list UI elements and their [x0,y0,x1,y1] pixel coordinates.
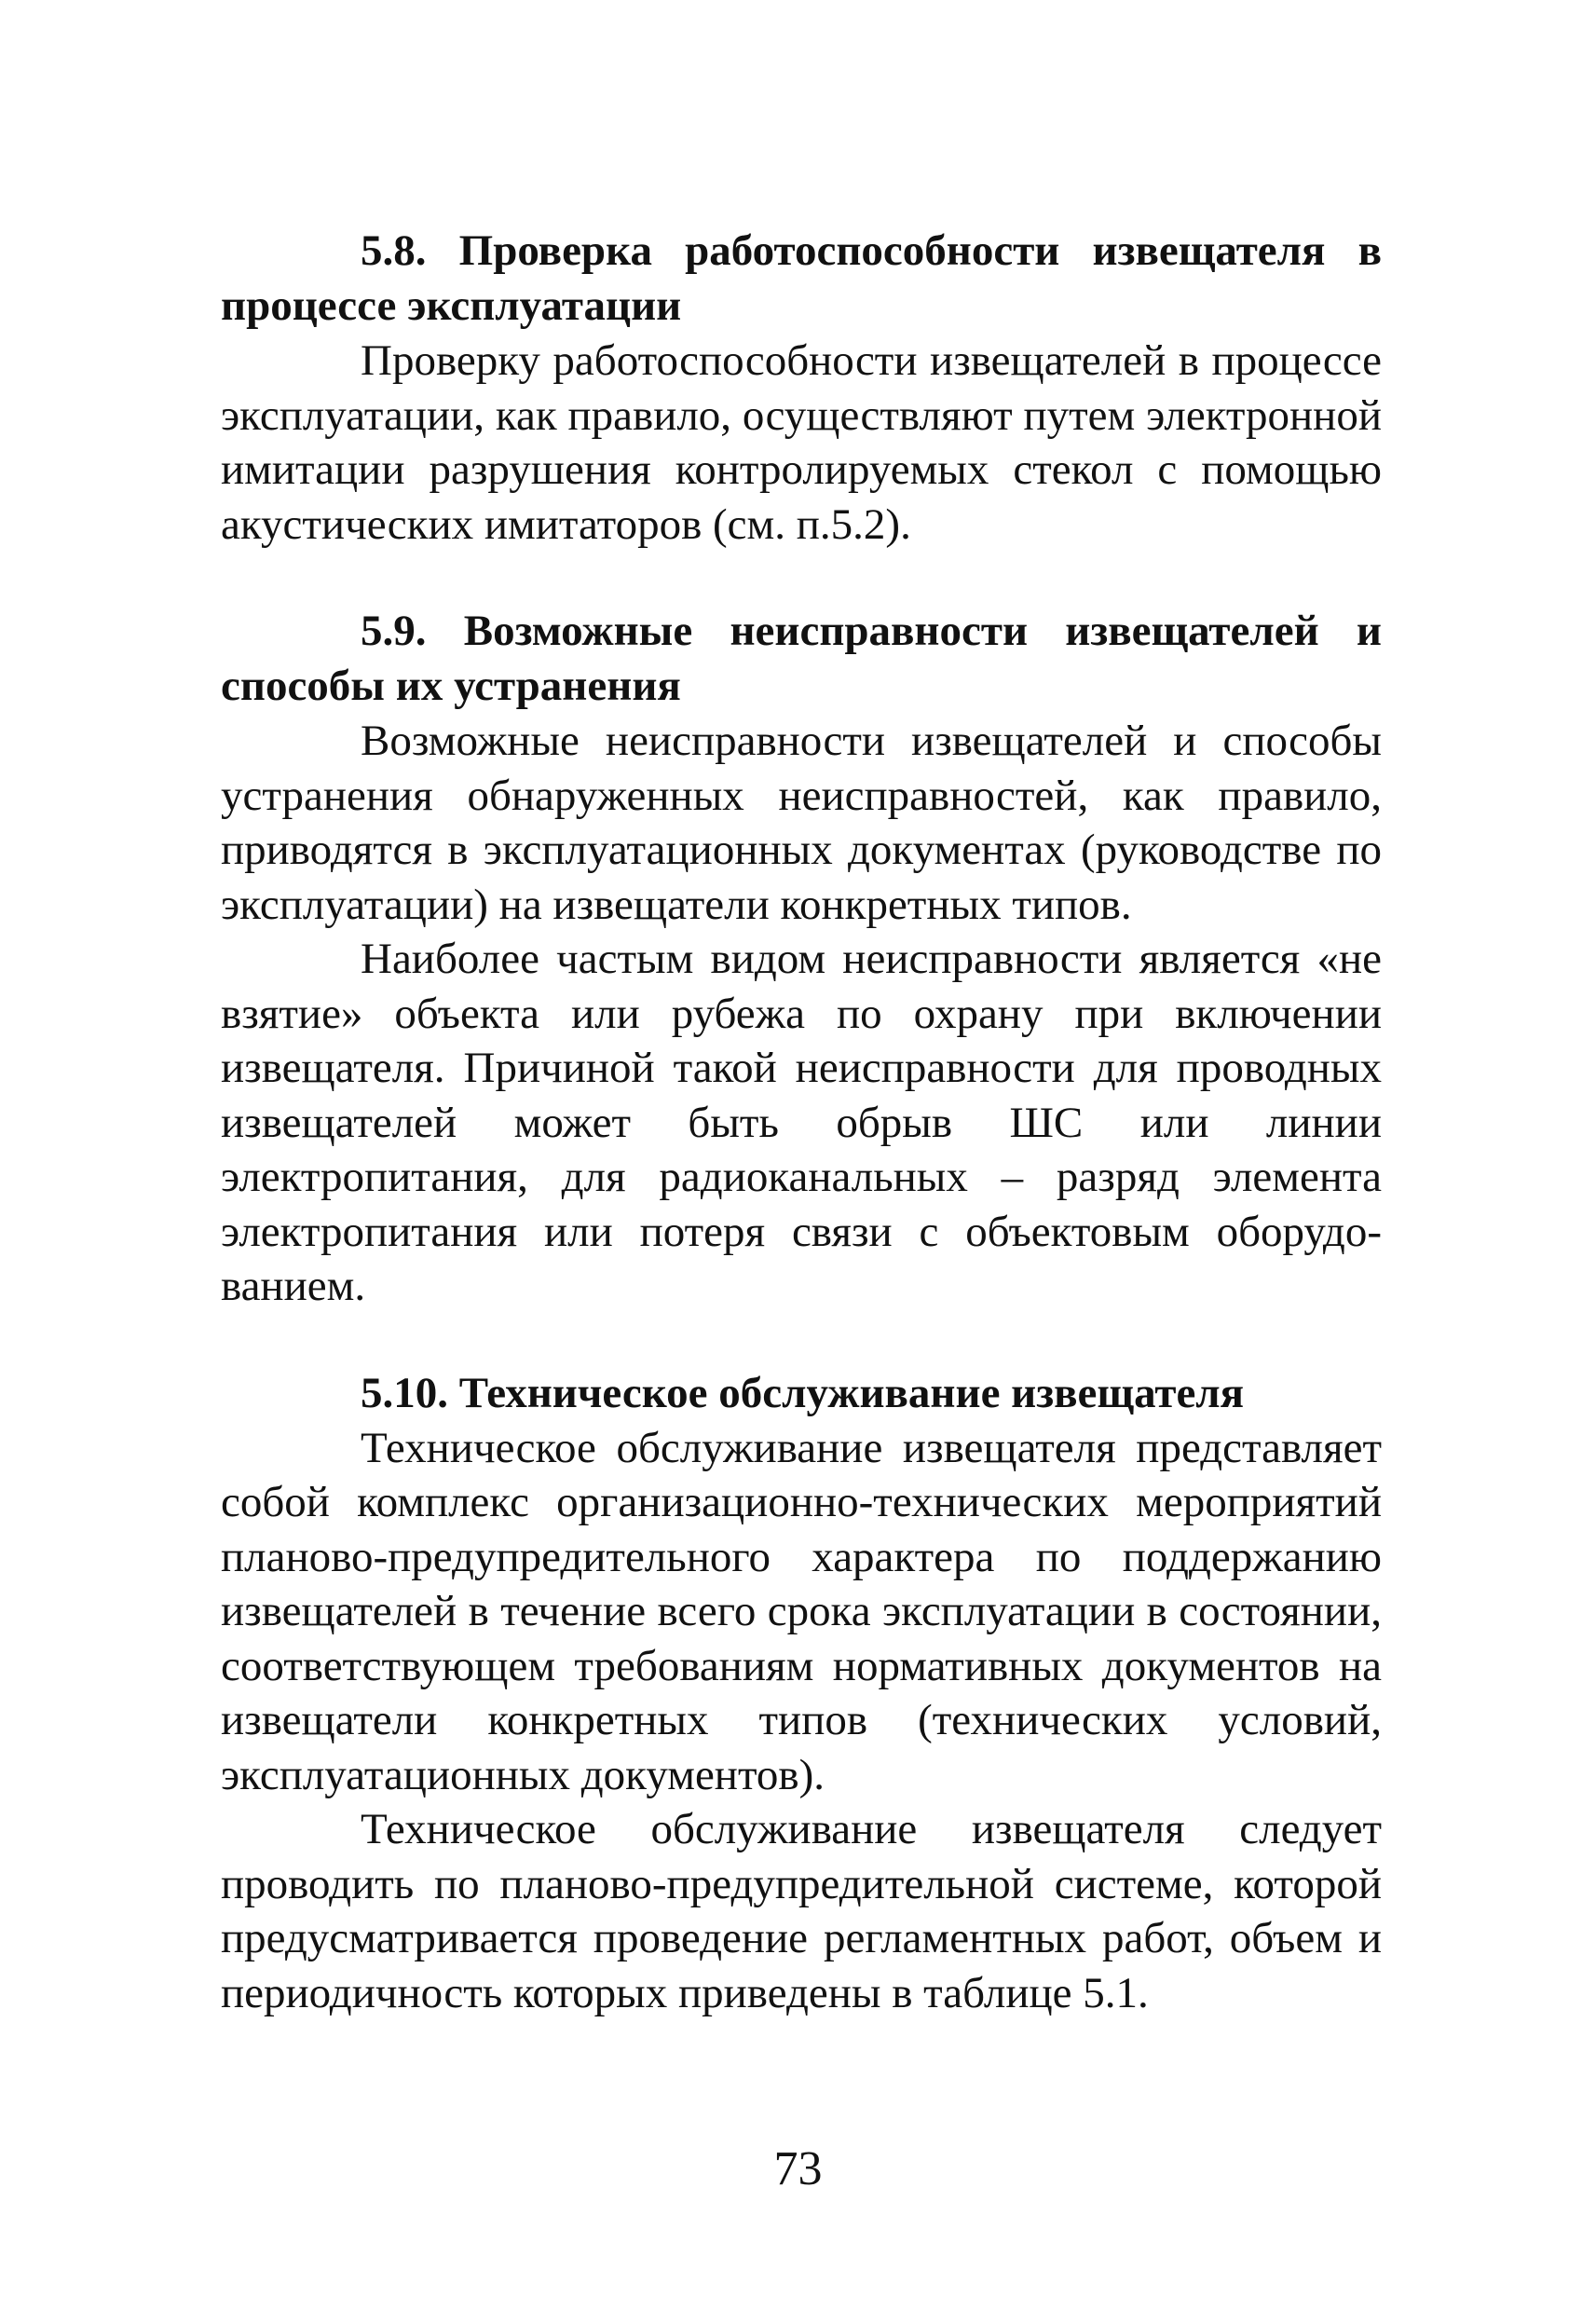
section-5-10 [221,1366,1382,2021]
paragraph: Техническое обслуживание извещателя следует проводить по планово-предупредительной системе, которой предусматривается проведение регламентных работ, объем и периодичность которых приведены в таблице 5.1. [221,1805,1382,2017]
section-5-8 [221,224,1382,552]
section-heading: 5.9. Возможные неисправности извещателей и способы их устранения [221,607,1382,710]
paragraph: Наиболее частым видом неисправности является «не взятие» объекта или рубежа по охрану при включении извещателя. Причиной такой неисправности для проводных извещателей может быть обрыв ШС или линии электропитания, для радиоканальных – разряд элемента электропитания или потеря связи с объектовым оборудованием. [221,935,1382,1310]
section-5-9 [221,604,1382,1314]
page-body [221,224,1382,2072]
page-number: 73 [773,2142,823,2195]
paragraph: Техническое обслуживание извещателя представляет собой комплекс организационно-технических мероприятий планово-предупредительного характера по поддержанию извещателей в течение всего срока эксплуатации в состоянии, соответствующем требованиям нормативных документов на извещатели конкретных типов (технических условий, эксплуатационных документов). [221,1423,1382,1799]
paragraph: Проверку работоспособности извещателей в процессе эксплуатации, как правило, осуществляют путем электронной имитации разрушения контролируемых стекол с помощью акустических имитаторов (см. п.5.2). [221,336,1382,549]
section-heading: 5.8. Проверка работоспособности извещателя в процессе эксплуатации [221,226,1382,330]
paragraph: Возможные неисправности извещателей и способы устранения обнаруженных неисправностей, как правило, приводятся в эксплуатационных документах (руководстве по эксплуатации) на извещатели конкретных типов. [221,717,1382,929]
section-heading: 5.10. Техническое обслуживание извещателя [361,1368,1245,1417]
